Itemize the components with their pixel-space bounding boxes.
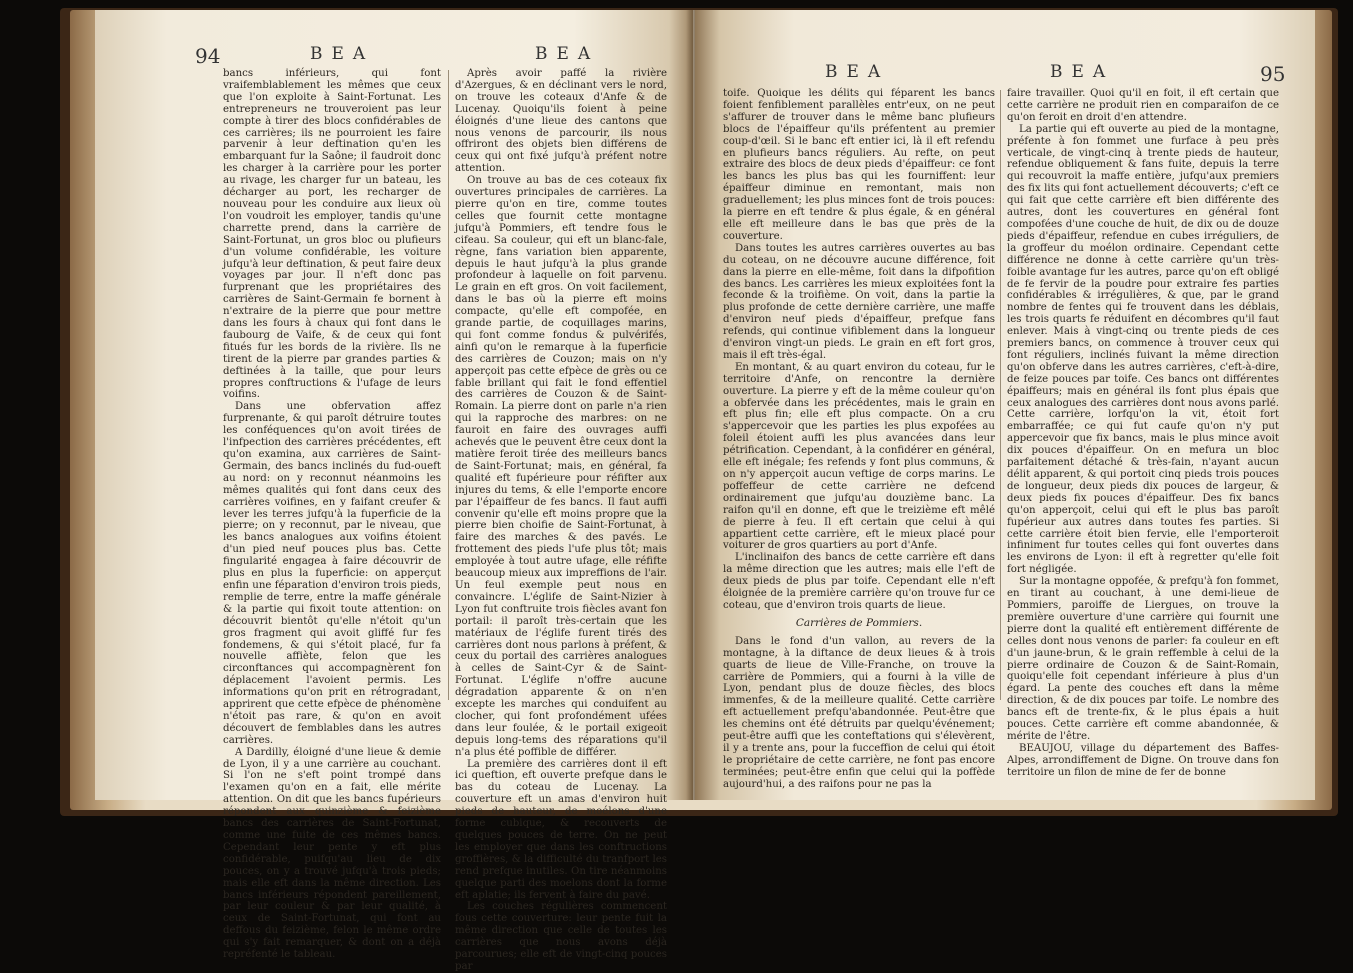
paragraph: Après avoir paffé la rivière d'Azergues, & en déclinant vers le nord, on trouve les coteaux d'Anfe & de Lucenay. Quoiqu'ils foient à peine éloignés d'une lieue des cantons que nous venons de parcourir, ils nous offriront des objets bien différens de ceux qui ont fixé jufqu'à préfent notre attention.	[455, 68, 667, 175]
left-page	[95, 10, 693, 972]
running-head: BEA	[1050, 62, 1115, 82]
running-head: BEA	[310, 44, 375, 64]
paragraph: faire travailler. Quoi qu'il en foit, il eft certain que cette carrière ne produit rien en comparaifon de ce qu'on feroit en droit d'en attendre.	[1007, 88, 1279, 123]
running-head: BEA	[535, 44, 600, 64]
text-column-1	[723, 88, 995, 791]
paragraph: bancs inférieurs, qui font vraifemblablement les mêmes que ceux que l'on exploite à Saint-Fortunat. Les entrepreneurs ne trouveroient pas leur compte à tirer des blocs confidérables de ces carrières; ils ne pourroient les faire parvenir à leur deftination qu'en les embarquant fur la Saône; il faudroit donc les charger à la carrière pour les porter au rivage, les charger fur un bateau, les décharger au port, les recharger de nouveau pour les conduire aux lieux où l'on voudroit les employer, tandis qu'une charrette prend, dans la carrière de Saint-Fortunat, un gros bloc ou plufieurs d'un volume confidérable, les voiture jufqu'à leur deftination, & peut faire deux voyages par jour. Il n'eft donc pas furprenant que les propriétaires des carrières de Saint-Germain fe bornent à n'extraire de la pierre que pour mettre dans les fours à chaux qui font dans le faubourg de Vaife, & de ceux qui font fitués fur les bords de la rivière. Ils ne tirent de la pierre par grandes parties & deftinées à la taille, que pour leurs propres conftructions & l'ufage de leurs voifins.	[223, 68, 441, 401]
text-column-2	[455, 68, 667, 973]
section-heading: Carrières de Pommiers.	[795, 616, 923, 629]
paragraph: La partie qui eft ouverte au pied de la montagne, préfente à fon fommet une furface à peu près verticale, de vingt-cinq à trente pieds de hauteur, refendue obliquement & fans fuite, depuis la terre qui recouvroit la maffe entière, jufqu'aux premiers des fix lits qui font actuellement découverts; c'eft ce qui fait que cette carrière eft bien différente des autres, dont les couvertures en général font compofées d'une couche de huit, de dix ou de douze pieds d'épaiffeur, refendue en cubes irréguliers, de la groffeur du moélon ordinaire. Cependant cette différence ne donne à cette carrière qu'un très-foible avantage fur les autres, parce qu'on eft obligé de fe fervir de la poudre pour extraire fes parties confidérables & irrégulières, & que, par le grand nombre de fentes qui fe trouvent dans les déblais, les trois quarts fe réduifent en décombres qu'il faut enlever. Mais à vingt-cinq ou trente pieds de ces premiers bancs, on commence à trouver ceux qui font réguliers, inclinés fuivant la même direction qu'on obferve dans les autres carrières, c'eft-à-dire, de feize pouces par toife. Ces bancs ont différentes épaiffeurs; mais en général ils font plus épais que ceux analogues des carrières dont nous avons parlé. Cette carrière, lorfqu'on la vit, étoit fort embarraffée; ce qui fut caufe qu'on n'y put appercevoir que fix bancs, mais le plus mince avoit dix pouces d'épaiffeur. On en mefura un bloc parfaitement détaché & très-fain, n'ayant aucun délit apparent, & qui portoit cinq pieds trois pouces de longueur, deux pieds dix pouces de largeur, & deux pieds fix pouces d'épaiffeur. Des fix bancs qu'on apperçoit, celui qui eft le plus bas paroît fupérieur aux autres dans toutes fes parties. Si cette carrière étoit bien fervie, elle l'emporteroit infiniment fur toutes celles qui font ouvertes dans les environs de Lyon: il eft à regretter qu'elle foit fort négligée.	[1007, 123, 1279, 576]
paragraph: Dans le fond d'un vallon, au revers de la montagne, à la diftance de deux lieues & à trois quarts de lieue de Ville-Franche, on trouve la carrière de Pommiers, qui a fourni à la ville de Lyon, pendant plus de douze fiècles, des blocs immenfes, & de la meilleure qualité. Cette carrière eft actuellement prefqu'abandonnée. Peut-être que les chemins ont été détruits par quelqu'événement; peut-être auffi que les conteftations qui s'élevèrent, il y a trente ans, pour la fucceffion de celui qui étoit le propriétaire de cette carrière, ne font pas encore terminées; peut-être enfin que celui qui la poffède aujourd'hui, a des raifons pour ne pas la	[723, 635, 995, 790]
text-column-1	[223, 68, 441, 961]
paragraph: On trouve au bas de ces coteaux fix ouvertures principales de carrières. La pierre qu'on en tire, comme toutes celles que fournit cette montagne jufqu'à Pommiers, eft tendre fous le cifeau. Sa couleur, qui eft un blanc-fale, règne, fans variation bien apparente, depuis le haut jufqu'à la plus grande profondeur à laquelle on foit parvenu. Le grain en eft gros. On voit facilement, dans le bas où la pierre eft moins compacte, qu'elle eft compofée, en grande partie, de coquillages marins, qui font comme fondus & pulvérifés, ainfi qu'on le remarque à la fuperficie des carrières de Couzon; mais on n'y apperçoit pas cette efpèce de grès ou ce fable brillant qui fait le fond effentiel des carrières de Couzon & de Saint-Romain. La pierre dont on parle n'a rien qui la rapproche des marbres: on ne fauroit en faire des ouvrages auffi achevés que le peuvent être ceux dont la matière feroit tirée des meilleurs bancs de Saint-Fortunat; mais, en général, fa qualité eft fupérieure pour réfifter aux injures du tems, & elle l'emporte encore par l'épaiffeur de fes bancs. Il faut auffi convenir qu'elle eft moins propre que la pierre bien choifie de Saint-Fortunat, à faire des marches & des pavés. Le frottement des pieds l'ufe plus tôt; mais employée à tout autre ufage, elle réfifte beaucoup mieux aux impreffions de l'air. Un feul exemple peut nous en convaincre. L'églife de Saint-Nizier à Lyon fut conftruite trois fiècles avant fon portail: il paroît très-certain que les matériaux de l'églife furent tirés des carrières dont nous parlons à préfent, & ceux du portail des carrières analogues à celles de Saint-Cyr & de Saint-Fortunat. L'églife n'offre aucune dégradation apparente & on n'en excepte les marches qui conduifent au clocher, qui font profondément ufées dans leur foulée, & le portail exigeoit depuis long-tems des réparations qu'il n'a plus été poffible de différer.	[455, 175, 667, 758]
paragraph: Les couches régulières commencent fous cette couverture: leur pente fuit la même direction que celle de toutes les carrières que nous avons déjà parcourues; elle eft de vingt-cinq pouces par	[455, 901, 667, 972]
page-number: 94	[195, 44, 221, 68]
paragraph: Sur la montagne oppofée, & prefqu'à fon fommet, en tirant au couchant, à une demi-lieue de Pommiers, paroiffe de Liergues, on trouve la première ouverture d'une carrière qui fournit une pierre dont la qualité eft entièrement différente de celles dont nous venons de parler: fa couleur en eft d'un jaune-brun, & le grain reffemble à celui de la pierre ordinaire de Couzon & de Saint-Romain, quoiqu'elle foit cependant inférieure à plus d'un égard. La pente des couches eft dans la même direction, & de dix pouces par toife. Le nombre des bancs eft de trente-fix, & le plus épais a huit pouces. Cette carrière eft comme abandonnée, & mérite de l'être.	[1007, 576, 1279, 742]
paragraph: Dans toutes les autres carrières ouvertes au bas du coteau, on ne découvre aucune différence, foit dans la pierre en elle-même, foit dans la difpofition des bancs. Les carrières les mieux exploitées font la feconde & la troifième. On voit, dans la partie la plus profonde de cette dernière carrière, une maffe d'environ neuf pieds d'épaiffeur, prefque fans refends, qui continue vifiblement dans la longueur d'environ vingt-un pieds. Le grain en eft fort gros, mais il eft très-égal.	[723, 242, 995, 361]
page-number: 95	[1260, 62, 1286, 86]
paragraph: La première des carrières dont il eft ici queftion, eft ouverte prefque dans le bas du coteau de Lucenay. La couverture eft un amas d'environ huit pieds de hauteur, de moélons d'une forme cubique, & recouverts de quelques pouces de terre. On ne peut les employer que dans les conftructions groffières, & la difficulté du tranfport les rend prefque inutiles. On tire néanmoins quelque parti des moelons dont la forme eft aplatie; ils fervent à faire du pavé.	[455, 758, 667, 901]
column-rule	[448, 70, 449, 700]
paragraph: Dans une obfervation affez furprenante, & qui paroît détruire toutes les conféquences qu'on avoit tirées de l'infpection des carrières précédentes, eft qu'on examina, aux carrières de Saint-Germain, des bancs inclinés du fud-oueft au nord: on y reconnut néanmoins les mêmes qualités qui font dans ceux des carrières voifines, en y faifant creufer & lever les terres jufqu'à la fuperficie de la pierre; on y reconnut, par le niveau, que les bancs analogues aux voifins étoient d'un pied neuf pouces plus bas. Cette fingularité engagea à faire découvrir de plus en plus la fuperficie: on apperçut enfin une féparation d'environ trois pieds, remplie de terre, entre la maffe générale & la partie qui fixoit toute attention: on découvrit bientôt qu'elle n'étoit qu'un gros fragment qui avoit gliffé fur fes fondemens, & qui s'étoit placé, fur fa nouvelle affiète, felon que les circonftances qui accompagnèrent fon déplacement l'avoient permis. Les informations qu'on prit en rétrogradant, apprirent que cette efpèce de phénomène n'étoit pas rare, & qu'on en avoit découvert de femblables dans les autres carrières.	[223, 401, 441, 746]
running-head: BEA	[825, 62, 890, 82]
paragraph: En montant, & au quart environ du coteau, fur le territoire d'Anfe, on rencontre la dernière ouverture. La pierre y eft de la même couleur qu'on a obfervée dans les précédentes, mais le grain en eft plus fin; elle eft plus compacte. On a cru s'appercevoir que les parties les plus expofées au foleil étoient auffi les plus avancées dans leur pétrification. Cependant, à la confidérer en général, elle eft inégale; fes refends y font plus communs, & on n'y apperçoit aucun veftige de corps marins. Le poffeffeur de cette carrière ne defcend ordinairement que jufqu'au douzième banc. La raifon qu'il en donne, eft que le treizième eft mêlé de pierre à feu. Il eft certain que celui à qui appartient cette carrière, eft le mieux placé pour voiturer de gros quartiers au port d'Anfe.	[723, 361, 995, 552]
paragraph: BEAUJOU, village du département des Baffes-Alpes, arrondiffement de Digne. On trouve dans fon territoire un filon de mine de fer de bonne	[1007, 742, 1279, 778]
text-column-2	[1007, 88, 1279, 779]
paragraph: L'inclinaifon des bancs de cette carrière eft dans la même direction que les autres; mais elle l'eft de deux pieds de plus par toife. Cependant elle n'eft éloignée de la première carrière qu'on trouve fur ce coteau, que d'environ trois quarts de lieue.	[723, 552, 995, 611]
right-page	[695, 10, 1315, 800]
column-rule	[1000, 90, 1001, 700]
paragraph: toife. Quoique les délits qui féparent les bancs foient fenfiblement parallèles entr'eux, on ne peut s'affurer de trouver dans le même banc plufieurs blocs de l'épaiffeur qu'ils préfentent au premier coup-d'œil. Si le banc eft entier ici, là il eft refendu en plufieurs bancs réguliers. Au refte, on peut extraire des blocs de deux pieds d'épaiffeur: ce font les bancs les plus bas qui les fourniffent: leur épaiffeur diminue en remontant, mais non graduellement; les plus minces font de trois pouces: la pierre en eft tendre & plus égale, & en général elle eft meilleure dans le bas que près de la couverture.	[723, 88, 995, 242]
paragraph: A Dardilly, éloigné d'une lieue & demie de Lyon, il y a une carrière au couchant. Si l'on ne s'eft point trompé dans l'examen qu'on en a fait, elle mérite attention. On dit que les bancs fupérieurs répondent aux quinzième & feizième bancs des carrières de Saint-Fortunat, comme une fuite de ces mêmes bancs. Cependant leur pente y eft plus confidérable, puifqu'au lieu de dix pouces, on y a trouvé jufqu'à trois pieds; mais elle eft dans la même direction. Les bancs inférieurs répondent pareillement, par leur couleur & par leur qualité, à ceux de Saint-Fortunat, qui font au deffous du feizième, felon le même ordre qui s'y fait remarquer, & dont on a déjà repréfenté le tableau.	[223, 746, 441, 961]
